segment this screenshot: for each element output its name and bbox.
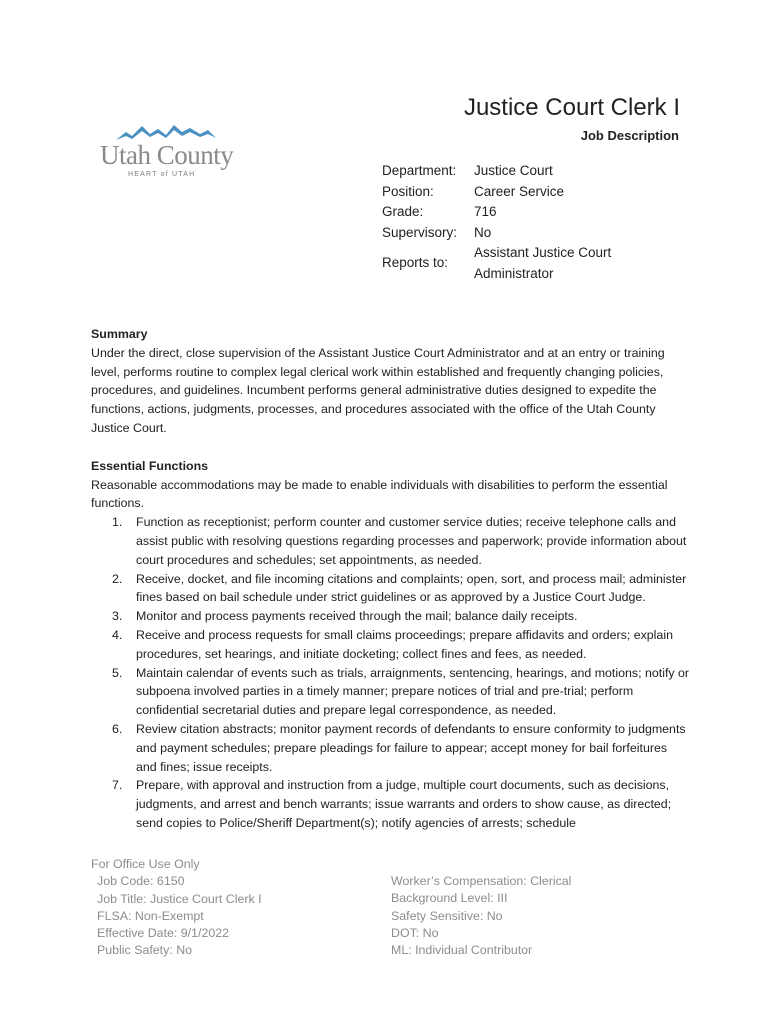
footer-item: Job Title: Justice Court Clerk I	[97, 891, 262, 906]
footer-item: Safety Sensitive: No	[391, 908, 503, 923]
footer-item: DOT: No	[391, 925, 439, 940]
item-text: Monitor and process payments received through the mail; balance daily receipts.	[136, 609, 578, 624]
footer-right-column	[391, 856, 691, 960]
meta-row-department	[382, 161, 634, 182]
meta-row-supervisory	[382, 223, 634, 244]
mountain-icon	[116, 122, 216, 142]
meta-value: 716	[474, 204, 497, 219]
item-number: 5.	[112, 665, 123, 680]
footer-item: Effective Date: 9/1/2022	[97, 926, 230, 941]
item-text: Receive and process requests for small claims proceedings; prepare affidavits and orders; explain procedures, set hearings, and initiate docketing; collect fines and fees, as needed.	[136, 627, 673, 661]
office-use-footer	[91, 856, 691, 960]
meta-row-grade	[382, 202, 634, 223]
meta-label: Supervisory:	[382, 224, 458, 240]
item-text: Review citation abstracts; monitor payment records of defendants to ensure conformity to judgments and payment schedules; prepare pleadings for failure to appear; accept money for bail forfeitures and fines; issue receipts.	[136, 721, 686, 774]
item-number: 7.	[112, 778, 123, 793]
summary-text: Under the direct, close supervision of the Assistant Justice Court Administrator and at an entry or training level, performs routine to complex legal clerical work within established and frequently changing policies, procedures, and guidelines. Incumbent performs general administrative duties designed to expedite the functions, actions, judgments, processes, and procedures associated with the office of the Utah County Justice Court.	[91, 345, 665, 435]
footer-left-column	[91, 856, 391, 960]
footer-item: FLSA: Non-Exempt	[97, 908, 204, 923]
summary-heading: Summary	[91, 327, 148, 341]
list-item	[91, 720, 691, 776]
item-text: Maintain calendar of events such as trials, arraignments, sentencing, hearings, and motions; notify or subpoena involved parties in a timely manner; prepare notices of trial and pre-trial; perform confidential secretarial duties and prepare legal correspondence, as needed.	[136, 665, 690, 718]
list-item	[91, 664, 691, 720]
item-text: Prepare, with approval and instruction from a judge, multiple court documents, such as decisions, judgments, and arrest and bench warrants; issue warrants and orders to show cause, as directed; send copies to Police/Sheriff Department(s); notify agencies of arrests; schedule	[136, 778, 672, 830]
meta-row-reports-to	[382, 243, 634, 284]
meta-label: Reports to:	[382, 255, 449, 270]
item-number: 1.	[112, 515, 123, 530]
document-body	[91, 325, 691, 833]
footer-item: Background Level: III	[391, 891, 508, 906]
logo-tagline: HEART of UTAH	[128, 171, 196, 178]
list-item	[91, 607, 691, 626]
page-title: Justice Court Clerk I	[463, 94, 680, 121]
meta-value: No	[474, 224, 492, 240]
meta-value: Justice Court	[474, 163, 553, 178]
logo-name: Utah County	[100, 140, 234, 170]
essential-functions-heading: Essential Functions	[91, 458, 209, 473]
item-number: 2.	[112, 571, 123, 586]
list-item	[91, 513, 691, 569]
meta-label: Grade:	[382, 204, 424, 219]
list-item	[91, 626, 691, 664]
footer-item: ML: Individual Contributor	[391, 943, 533, 958]
job-meta-table	[382, 161, 634, 284]
footer-item: Job Code: 6150	[97, 874, 185, 889]
meta-value: Assistant Justice Court Administrator	[474, 245, 612, 281]
essential-functions-intro: Reasonable accommodations may be made to enable individuals with disabilities to perform the essential functions.	[91, 477, 668, 511]
meta-row-position	[382, 182, 634, 203]
meta-label: Position:	[382, 183, 434, 199]
meta-label: Department:	[382, 163, 457, 178]
footer-item: Worker’s Compensation: Clerical	[391, 874, 572, 888]
meta-value: Career Service	[474, 183, 565, 199]
item-number: 3.	[112, 609, 123, 624]
footer-item: Public Safety: No	[97, 943, 193, 958]
footer-heading: For Office Use Only	[91, 857, 200, 871]
essential-functions-list	[91, 513, 691, 833]
list-item	[91, 776, 691, 832]
page-subtitle: Job Description	[580, 128, 679, 143]
list-item	[91, 570, 691, 608]
item-text: Receive, docket, and file incoming citations and complaints; open, sort, and process mail; administer fines based on bail schedule under strict guidelines or as approved by a Justice Court Judge.	[136, 571, 687, 605]
utah-county-logo	[98, 122, 238, 184]
item-number: 4.	[112, 627, 123, 642]
item-text: Function as receptionist; perform counter and customer service duties; receive telephone calls and assist public with resolving questions regarding processes and paperwork; provide information about court procedures and schedules; set appointments, as needed.	[136, 515, 687, 567]
item-number: 6.	[112, 721, 123, 736]
